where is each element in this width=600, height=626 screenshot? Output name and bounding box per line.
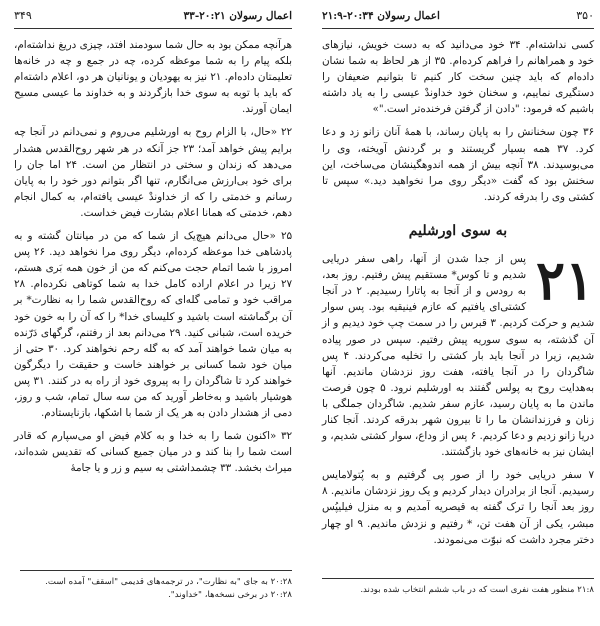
chapter-block	[322, 248, 594, 548]
paragraph: پس از جدا شدن از آنها، راهی سفر دریایی شدیم و تا کوس* مستقیم پیش رفتیم. روز بعد، به رودس و از آنجا به پاتارا رسیدیم. ۲ در آنجا کشتی‌ای یافتیم که عازم فینیقیه بود. پس سوار شدیم و حرکت کردیم. ۳ قبرس را در سمت چپ خود دیدیم و از آن گذشته، به سوی سوریه پیش رفتیم. سپس در صور پیاده شدیم، زیرا در آنجا باید بار کشتی را تخلیه می‌کردند. ۴ پس شاگردان را در آنجا یافته، هفت روز نزدشان ماندیم. آنها به‌هدایت روح به پولس گفتند به اورشلیم نرود. ۵ چون فرصت ماندن ما به پایان رسید، عازم سفر شدیم. شاگردان جملگی با زنان و فرزندانشان ما را تا بیرون شهر بدرقه کردند. آنجا کنار دریا زانو زدیم و دعا کردیم. ۶ پس از وداع، سوار کشتی شدیم، و ایشان نیز به خانه‌های خود بازگشتند.	[322, 253, 594, 459]
footnote-rule	[322, 578, 594, 579]
header-rule	[322, 28, 594, 29]
paragraph: ۲۵ «حال می‌دانم هیچ‌یک از شما که من در میانتان گشته و به پادشاهی خدا موعظه کرده‌ام، دیگر روی مرا نخواهد دید. ۲۶ پس امروز با شما اتمام حجت می‌کنم که من از خون همه بَری هستم، ۲۷ زیرا در اعلام اراده کامل خدا به شما کوتاهی نکرده‌ام. ۲۸ مراقب خود و تمامی گله‌ای که روح‌القدس شما را به نظارت* بر آن برگماشته است باشید و کلیسای خدا* را که آن را به خون خود خریده است، شبانی کنید. ۲۹ می‌دانم بعد از رفتنم، گرگهای دَرّنده به میان شما خواهند آمد که به گله رحم نخواهند کرد. ۳۰ حتی از میان خود شما کسانی بر خواهند خاست و حقیقت را دیگرگون خواهند کرد تا شاگردان را به پیروی خود از راه به در کنند. ۳۱ پس هوشیار باشید و به‌خاطر آورید که من سه سال تمام، شب و روز، دمی از هشدار دادن به هر یک از شما با اشکها، بازنایستادم.	[14, 230, 293, 420]
left-page-header	[14, 6, 292, 26]
left-page-title: اعمال رسولان ۲۰:۲۱-۳۳	[183, 9, 292, 22]
left-footnotes	[14, 576, 292, 602]
paragraph: ۲۲ «حال، با الزام روح به اورشلیم می‌روم و نمی‌دانم در آنجا چه برایم پیش خواهد آمد؛ ۲۳ جز آنکه در هر شهر روح‌القدس هشدار می‌دهد که زندان و سختی در انتظار من است. ۲۴ اما جان را برای خود بی‌ارزش می‌انگارم، تنها اگر بتوانم دور خود را به پایان رسانم و خدمتی را که از خداوندْ عیسی یافته‌ام، به کمال انجام دهم، خدمتی که همانا اعلام بشارت فیض خداست.	[14, 126, 292, 219]
left-page-number: ۳۴۹	[14, 8, 32, 22]
paragraph: ۳۲ «اکنون شما را به خدا و به کلام فیض او می‌سپارم که قادر است شما را بنا کند و در میان جمیع کسانی که تقدیس شده‌اند، میراث بخشد. ۳۳ چشمداشتی به سیم و زر و یا جامهٔ	[14, 430, 292, 475]
left-page	[14, 0, 292, 626]
right-page-title: اعمال رسولان ۲۰:۳۴-۲۱:۹	[322, 9, 440, 22]
right-page	[322, 0, 594, 626]
left-page-body	[14, 37, 292, 476]
footnote: ۲۰:۲۸ به جای "به نظارت"، در ترجمه‌های قدیمی "اسقف" آمده است.	[45, 577, 292, 587]
paragraph: هرآنچه ممکن بود به حال شما سودمند افتد، چیزی دریغ نداشته‌ام، بلکه پیام را به شما موعظه کرده، چه در جمع و چه در خانه‌ها تعلیمتان داده‌ام. ۲۱ نیز به یهودیان و یونانیان هر دو، اعلام داشته‌ام که باید با توبه به سوی خدا بازگردند و به خداوند ما عیسی مسیح ایمان آورند.	[14, 39, 293, 116]
paragraph: ۷ سفر دریایی خود را از صور پی گرفتیم و به پُتولامایس رسیدیم. آنجا از برادران دیدار کردیم و یک روز نزدشان ماندیم. ۸ روز بعد آنجا را ترک گفته به قیصریه آمدیم و به منزل فیلیپُس مبشر، یکی از آن هفت تن، * رفتیم و نزدش ماندیم. ۹ او چهار دختر مجرد داشت که نبوّت می‌نمودند.	[322, 469, 594, 546]
section-heading: به سوی اورشلیم	[408, 222, 508, 239]
chapter-number: ۲۱	[535, 248, 594, 313]
paragraph: کسی نداشته‌ام. ۳۴ خود می‌دانید که به دست خویش، نیازهای خود و همراهانم را فراهم کرده‌ام. ۳۵ از هر لحاظ به شما نشان داده‌ام که باید چنین سخت کار کنیم تا بتوانیم ضعیفان را دستگیری نماییم، و سخنان خود خداوندْ عیسی را به یاد داشته باشیم که فرمود: "دادن از گرفتن فرخنده‌تر است."»	[322, 39, 594, 116]
header-rule	[14, 28, 292, 29]
right-page-body	[322, 37, 594, 548]
right-footnotes	[322, 584, 594, 597]
right-page-header	[322, 6, 594, 26]
footnote: ۲۱:۸ منظور هفت نفری است که در باب ششم انتخاب شده بودند.	[360, 585, 594, 595]
footnote-rule	[20, 570, 292, 571]
paragraph: ۳۶ چون سخنانش را به پایان رساند، با همهٔ آنان زانو زد و دعا کرد. ۳۷ همه بسیار گریستند و بر گردنش آویخته، وی را می‌بوسیدند. ۳۸ آنچه بیش از همه اندوهگینشان می‌ساخت، این سخنش بود که گفت «دیگر روی مرا نخواهید دید.» سپس تا کشتی وی را بدرقه کردند.	[322, 126, 594, 203]
footnote: ۲۰:۲۸ در برخی نسخه‌ها، "خداوند".	[168, 590, 292, 600]
right-page-number: ۳۵۰	[576, 8, 594, 22]
